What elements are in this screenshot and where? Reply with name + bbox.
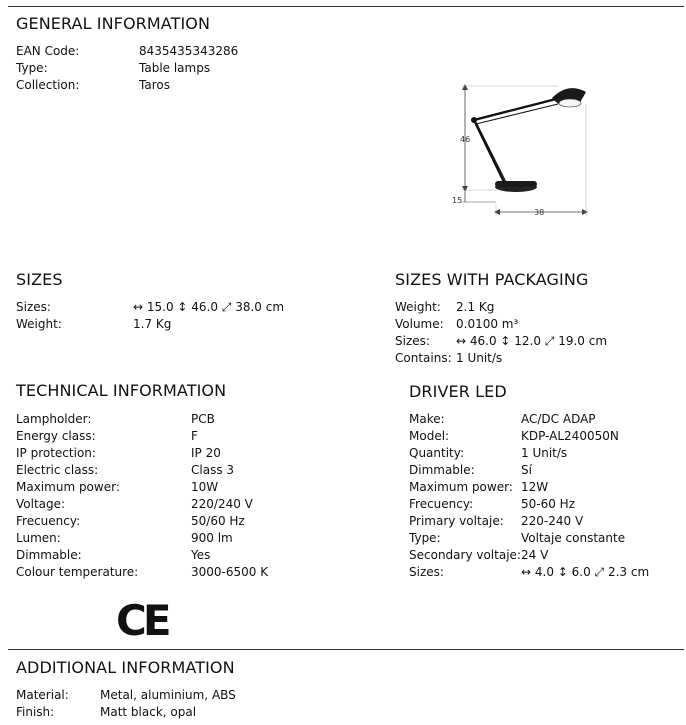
row-value: KDP-AL240050N — [521, 429, 619, 443]
row-value: 220/240 V — [191, 497, 253, 511]
table-row — [409, 530, 679, 547]
table-row — [395, 316, 675, 333]
row-label: Sizes: — [409, 565, 444, 579]
row-value: 50/60 Hz — [191, 514, 245, 528]
row-label: Type: — [16, 61, 48, 75]
table-row — [16, 60, 316, 77]
row-label: Lumen: — [16, 531, 61, 545]
height-arrow-top — [462, 84, 468, 90]
row-value: ↔ 4.0 ↕ 6.0 ⤢ 2.3 cm — [521, 565, 650, 579]
row-value: F — [191, 429, 198, 443]
table-row — [16, 479, 346, 496]
driver-title: DRIVER LED — [409, 382, 507, 401]
row-value: 1.7 Kg — [133, 317, 172, 331]
divider-bottom — [8, 649, 684, 650]
general-table — [16, 43, 316, 94]
row-label: Sizes: — [16, 300, 51, 314]
row-value: IP 20 — [191, 446, 221, 460]
row-label: Primary voltaje: — [409, 514, 504, 528]
table-row — [16, 428, 346, 445]
divider-top — [8, 6, 684, 7]
table-row — [395, 333, 675, 350]
row-label: Make: — [409, 412, 445, 426]
row-value: 12W — [521, 480, 549, 494]
table-row — [409, 547, 679, 564]
table-row — [409, 496, 679, 513]
table-row — [409, 564, 679, 581]
table-row — [16, 687, 346, 704]
table-row — [409, 411, 679, 428]
table-row — [16, 299, 346, 316]
table-row — [409, 445, 679, 462]
base-label: 15 — [452, 196, 463, 205]
row-value: 3000-6500 K — [191, 565, 269, 579]
row-value: ↔ 46.0 ↕ 12.0 ⤢ 19.0 cm — [456, 334, 608, 348]
row-label: Dimmable: — [16, 548, 82, 562]
height-arrow-bottom — [462, 186, 468, 192]
row-label: Volume: — [395, 317, 444, 331]
lamp-upper-arm — [474, 98, 560, 120]
row-label: Collection: — [16, 78, 80, 92]
row-value: 24 V — [521, 548, 549, 562]
row-label: Weight: — [16, 317, 62, 331]
row-value: 220-240 V — [521, 514, 584, 528]
row-label: Colour temperature: — [16, 565, 139, 579]
table-row — [16, 704, 346, 721]
row-value: Matt black, opal — [100, 705, 197, 719]
technical-table — [16, 411, 346, 581]
lamp-lower-arm — [474, 120, 504, 182]
row-label: EAN Code: — [16, 44, 80, 58]
driver-table — [409, 411, 679, 581]
row-value: Sí — [521, 463, 532, 477]
table-row — [16, 547, 346, 564]
row-label: Lampholder: — [16, 412, 92, 426]
row-label: Electric class: — [16, 463, 99, 477]
row-label: Energy class: — [16, 429, 96, 443]
row-value: 2.1 Kg — [456, 300, 495, 314]
table-row — [16, 77, 316, 94]
table-row — [16, 462, 346, 479]
table-row — [16, 43, 316, 60]
row-label: Sizes: — [395, 334, 430, 348]
row-label: Frecuency: — [16, 514, 81, 528]
table-row — [395, 299, 675, 316]
row-label: Maximum power: — [409, 480, 513, 494]
table-row — [16, 411, 346, 428]
row-value: 900 lm — [191, 531, 233, 545]
row-label: Maximum power: — [16, 480, 120, 494]
row-value: 1 Unit/s — [521, 446, 568, 460]
row-value: Metal, aluminium, ABS — [100, 688, 236, 702]
sizes-title: SIZES — [16, 270, 63, 289]
table-row — [409, 428, 679, 445]
table-row — [409, 513, 679, 530]
additional-table — [16, 687, 346, 721]
row-value: Yes — [191, 548, 211, 562]
row-label: Voltage: — [16, 497, 66, 511]
sizes-table — [16, 299, 346, 333]
row-label: Finish: — [16, 705, 55, 719]
row-value: PCB — [191, 412, 215, 426]
row-value: ↔ 15.0 ↕ 46.0 ⤢ 38.0 cm — [133, 300, 285, 314]
row-value: Class 3 — [191, 463, 235, 477]
height-label: 46 — [460, 135, 471, 144]
table-row — [16, 445, 346, 462]
table-row — [16, 316, 346, 333]
general-title: GENERAL INFORMATION — [16, 14, 211, 33]
row-value: 1 Unit/s — [456, 351, 503, 365]
table-row — [409, 462, 679, 479]
row-value: 8435435343286 — [139, 44, 239, 58]
table-row — [16, 496, 346, 513]
additional-title: ADDITIONAL INFORMATION — [16, 658, 235, 677]
packaging-table — [395, 299, 675, 367]
row-label: Material: — [16, 688, 69, 702]
row-label: Model: — [409, 429, 450, 443]
row-label: Weight: — [395, 300, 441, 314]
row-label: Type: — [409, 531, 441, 545]
row-value: 10W — [191, 480, 219, 494]
row-value: AC/DC ADAP — [521, 412, 596, 426]
table-row — [16, 530, 346, 547]
row-value: 50-60 Hz — [521, 497, 576, 511]
technical-title: TECHNICAL INFORMATION — [16, 381, 227, 400]
table-row — [16, 564, 346, 581]
ce-mark: CE — [116, 596, 168, 645]
row-value: 0.0100 m³ — [456, 317, 519, 331]
table-row — [395, 350, 675, 367]
row-label: Frecuency: — [409, 497, 474, 511]
row-value: Taros — [139, 78, 170, 92]
row-label: Contains: — [395, 351, 452, 365]
table-row — [409, 479, 679, 496]
packaging-title: SIZES WITH PACKAGING — [395, 270, 589, 289]
row-value: Voltaje constante — [521, 531, 626, 545]
width-label: 38 — [534, 208, 545, 217]
lamp-technical-drawing — [448, 78, 598, 228]
row-label: IP protection: — [16, 446, 96, 460]
row-label: Secondary voltaje: — [409, 548, 521, 562]
row-label: Quantity: — [409, 446, 465, 460]
row-label: Dimmable: — [409, 463, 475, 477]
row-value: Table lamps — [139, 61, 211, 75]
table-row — [16, 513, 346, 530]
